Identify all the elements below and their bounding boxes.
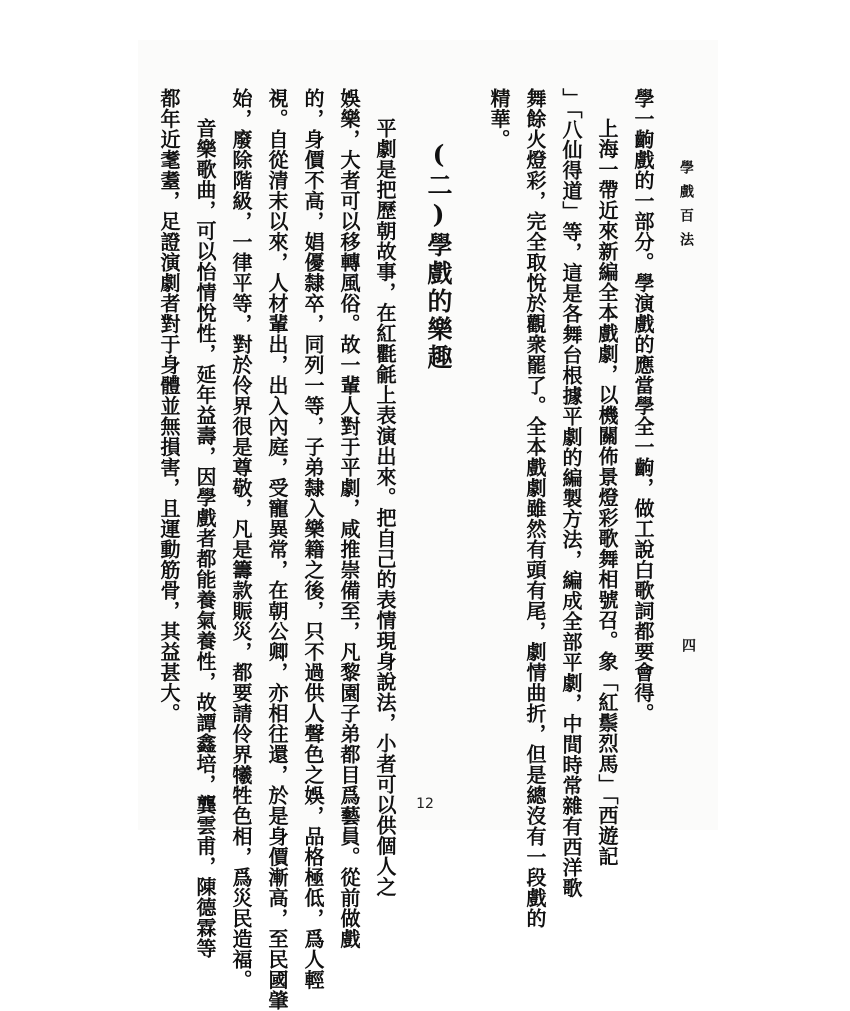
text-column: 精華。 — [487, 88, 511, 150]
text-column: 視。自從清末以來，人材輩出，出入內庭，受寵異常，在朝公卿，亦相往還，於是身價漸高，至民國肇 — [265, 88, 289, 1011]
text-column: 」「八仙得道」等，這是各舞台根據平劇的編製方法，編成全部平劇，中間時常雜有西洋歌 — [559, 88, 583, 898]
text-column: 始，廢除階級，一律平等，對於伶界很是尊敬，凡是籌款賑災，都要請伶界犧牲色相，爲災民造福。 — [229, 88, 253, 990]
text-column: 的，身價不高，娼優隸卒，同列一等，子弟隸入樂籍之後，只不過供人聲色之娛，品格極低，爲人輕 — [301, 88, 325, 990]
text-column: 音樂歌曲，可以怡情悅性，延年益壽，因學戲者都能養氣養性，故譚鑫培，龔雲甫，陳德霖等 — [193, 118, 217, 959]
section-heading: (二)學戲的樂趣 — [424, 140, 453, 372]
text-column: 平劇是把歷朝故事，在紅氍毹上表演出來。把自己的表情現身說法，小者可以供個人之 — [373, 118, 397, 897]
folio-number: 四 — [680, 638, 696, 652]
text-column: 上海一帶近來新編全本戲劇，以機關佈景燈彩歌舞相號召。象「紅鬃烈馬」「西遊記 — [595, 118, 619, 867]
page-number: 12 — [416, 796, 434, 812]
running-title: 學戲百法 — [678, 160, 694, 256]
text-column: 學一齣戲的一部分。學演戲的應當學全一齣，做工說白歌詞都要會得。 — [631, 88, 655, 724]
text-column: 娛樂，大者可以移轉風俗。故一輩人對于平劇，咸推崇備至，凡黎園子弟都目爲藝員。從前做戲 — [337, 88, 361, 949]
text-column: 舞餘火燈彩，完全取悅於觀衆罷了。全本戲劇雖然有頭有尾，劇情曲折，但是總沒有一段戲的 — [523, 88, 547, 929]
text-column: 都年近耄耋，足證演劇者對于身體並無損害，且運動筋骨，其益甚大。 — [157, 88, 181, 724]
